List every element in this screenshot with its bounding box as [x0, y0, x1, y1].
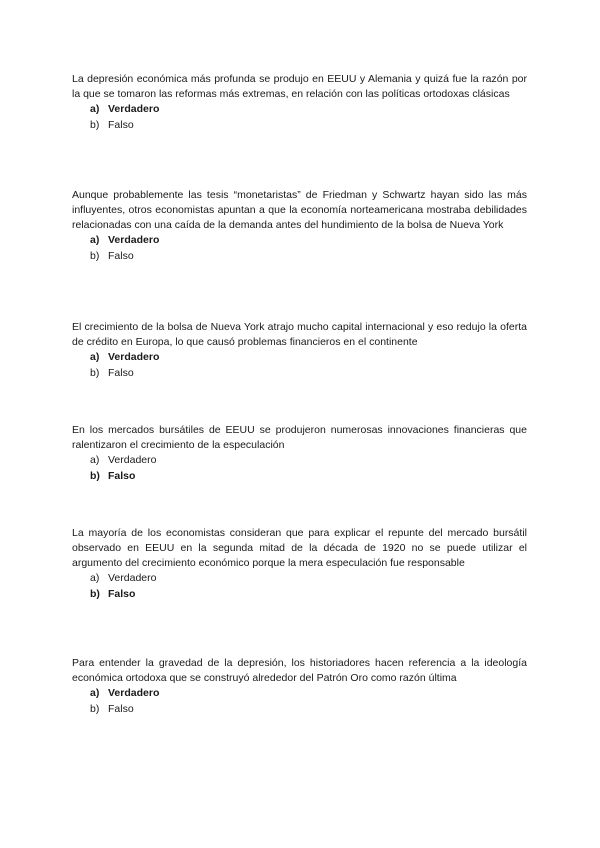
option-label: Falso: [108, 366, 134, 379]
question-text: La mayoría de los economistas consideran que para explicar el repunte del mercado bursátil observado en EEUU en la segunda mitad de la década de 1920 no se puede utilizar el argumento del crecimiento económico porque la mera especulación fue responsable: [72, 527, 527, 569]
option-b[interactable]: [72, 469, 527, 485]
question-2: [72, 188, 527, 264]
option-label: Falso: [108, 469, 136, 482]
option-letter: a): [90, 234, 100, 246]
option-label: Verdadero: [108, 103, 160, 115]
option-letter: a): [90, 351, 100, 363]
option-a[interactable]: [72, 571, 527, 587]
option-b[interactable]: [72, 249, 527, 265]
option-label: Falso: [108, 118, 134, 131]
option-label: Falso: [108, 587, 136, 600]
option-label: Verdadero: [108, 454, 157, 466]
option-label: Falso: [108, 249, 134, 262]
option-label: Verdadero: [108, 572, 157, 584]
question-5: [72, 526, 527, 602]
question-text: Aunque probablemente las tesis “monetaristas” de Friedman y Schwartz hayan sido las más influyentes, otros economistas apuntan a que la economía norteamericana mostraba debilidades relacionadas con una caída de la demanda antes del hundimiento de la bolsa de Nueva York: [72, 189, 527, 231]
option-letter: b): [90, 118, 100, 131]
option-letter: b): [90, 587, 100, 600]
option-letter: a): [90, 687, 100, 699]
answer-options: [72, 233, 527, 264]
option-b[interactable]: [72, 587, 527, 603]
answer-options: [72, 686, 527, 717]
option-label: Verdadero: [108, 687, 160, 699]
question-6: [72, 656, 527, 717]
option-letter: b): [90, 469, 100, 482]
option-label: Verdadero: [108, 351, 160, 363]
option-b[interactable]: [72, 702, 527, 718]
option-label: Falso: [108, 702, 134, 715]
question-3: [72, 320, 527, 381]
answer-options: [72, 350, 527, 381]
option-label: Verdadero: [108, 234, 160, 246]
question-text: El crecimiento de la bolsa de Nueva York atrajo mucho capital internacional y eso redujo la oferta de crédito en Europa, lo que causó problemas financieros en el continente: [72, 321, 527, 348]
option-a[interactable]: [72, 102, 527, 118]
option-letter: b): [90, 702, 100, 715]
option-letter: a): [90, 572, 100, 584]
option-a[interactable]: [72, 233, 527, 249]
option-b[interactable]: [72, 118, 527, 134]
option-a[interactable]: [72, 686, 527, 702]
option-a[interactable]: [72, 350, 527, 366]
answer-options: [72, 571, 527, 602]
question-text: La depresión económica más profunda se produjo en EEUU y Alemania y quizá fue la razón por la que se tomaron las reformas más extremas, en relación con las políticas ortodoxas clásicas: [72, 73, 527, 100]
option-letter: b): [90, 366, 100, 379]
question-4: [72, 423, 527, 484]
question-1: [72, 72, 527, 133]
option-letter: a): [90, 454, 100, 466]
answer-options: [72, 453, 527, 484]
answer-options: [72, 102, 527, 133]
option-b[interactable]: [72, 366, 527, 382]
option-letter: b): [90, 249, 100, 262]
question-text: Para entender la gravedad de la depresión, los historiadores hacen referencia a la ideología económica ortodoxa que se construyó alrededor del Patrón Oro como razón última: [72, 657, 527, 684]
option-a[interactable]: [72, 453, 527, 469]
option-letter: a): [90, 103, 100, 115]
question-text: En los mercados bursátiles de EEUU se produjeron numerosas innovaciones financieras que ralentizaron el crecimiento de la especulación: [72, 424, 527, 451]
